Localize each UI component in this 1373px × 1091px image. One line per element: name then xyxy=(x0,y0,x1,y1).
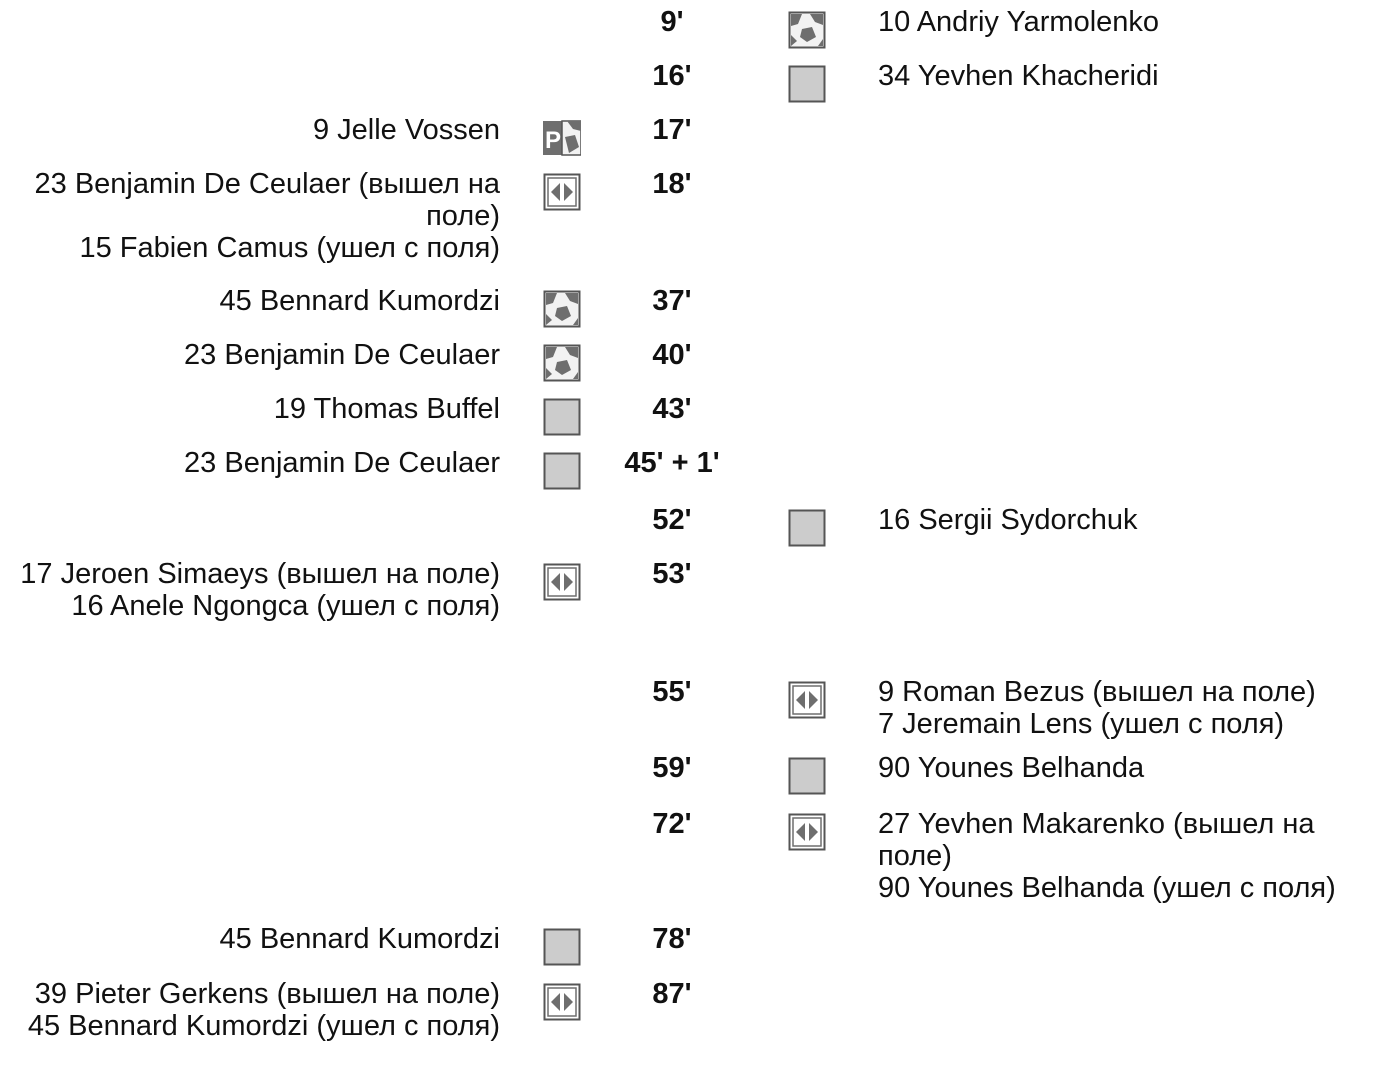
svg-text:P: P xyxy=(544,127,562,154)
penalty-goal-icon xyxy=(543,119,581,157)
home-player-text xyxy=(0,393,500,425)
away-player-text xyxy=(878,60,1368,92)
away-player-text xyxy=(878,808,1368,904)
player-line: 23 Benjamin De Ceulaer (вышел на поле) xyxy=(34,168,500,232)
event-minute: 43' xyxy=(652,393,692,425)
event-minute: 72' xyxy=(652,808,692,840)
event-minute: 78' xyxy=(652,923,692,955)
event-minute: 18' xyxy=(652,168,692,200)
card-icon xyxy=(788,65,826,103)
card-icon xyxy=(543,928,581,966)
away-player-text xyxy=(878,752,1368,784)
player-line: 19 Thomas Buffel xyxy=(273,393,500,425)
substitution-icon xyxy=(543,173,581,211)
event-minute: 40' xyxy=(652,339,692,371)
player-line: 39 Pieter Gerkens (вышел на поле) xyxy=(34,978,500,1010)
player-line: 17 Jeroen Simaeys (вышел на поле) xyxy=(20,558,500,590)
card-icon xyxy=(543,452,581,490)
event-minute: 52' xyxy=(652,504,692,536)
card-icon xyxy=(543,398,581,436)
player-line: 27 Yevhen Makarenko (вышел на поле) xyxy=(878,808,1315,872)
player-line: 7 Jeremain Lens (ушел с поля) xyxy=(878,708,1285,740)
player-line: 15 Fabien Camus (ушел с поля) xyxy=(79,232,500,264)
event-minute: 16' xyxy=(652,60,692,92)
player-line: 16 Anele Ngongca (ушел с поля) xyxy=(71,590,500,622)
away-player-text xyxy=(878,6,1368,38)
player-line: 45 Bennard Kumordzi xyxy=(219,285,500,317)
player-line: 34 Yevhen Khacheridi xyxy=(878,60,1159,92)
home-player-text xyxy=(0,114,500,146)
away-player-text xyxy=(878,676,1368,740)
home-player-text xyxy=(0,339,500,371)
goal-icon xyxy=(788,11,826,49)
event-minute: 53' xyxy=(652,558,692,590)
card-icon xyxy=(788,757,826,795)
card-icon xyxy=(788,509,826,547)
substitution-icon xyxy=(543,983,581,1021)
goal-icon xyxy=(543,290,581,328)
event-minute: 87' xyxy=(652,978,692,1010)
player-line: 23 Benjamin De Ceulaer xyxy=(184,447,500,479)
player-line: 9 Roman Bezus (вышел на поле) xyxy=(878,676,1316,708)
substitution-icon xyxy=(788,681,826,719)
player-line: 9 Jelle Vossen xyxy=(312,114,500,146)
event-minute: 17' xyxy=(652,114,692,146)
player-line: 45 Bennard Kumordzi (ушел с поля) xyxy=(27,1010,500,1042)
substitution-icon xyxy=(543,563,581,601)
home-player-text xyxy=(0,558,500,622)
away-player-text xyxy=(878,504,1368,536)
player-line: 23 Benjamin De Ceulaer xyxy=(184,339,500,371)
home-player-text xyxy=(0,923,500,955)
event-minute: 37' xyxy=(652,285,692,317)
player-line: 16 Sergii Sydorchuk xyxy=(878,504,1138,536)
player-line: 45 Bennard Kumordzi xyxy=(219,923,500,955)
player-line: 90 Younes Belhanda xyxy=(878,752,1145,784)
home-player-text xyxy=(0,168,500,264)
event-minute: 55' xyxy=(652,676,692,708)
substitution-icon xyxy=(788,813,826,851)
home-player-text xyxy=(0,285,500,317)
goal-icon xyxy=(543,344,581,382)
player-line: 10 Andriy Yarmolenko xyxy=(878,6,1160,38)
home-player-text xyxy=(0,978,500,1042)
event-minute: 9' xyxy=(660,6,684,38)
home-player-text xyxy=(0,447,500,479)
player-line: 90 Younes Belhanda (ушел с поля) xyxy=(878,872,1336,904)
event-minute: 45' + 1' xyxy=(624,447,720,479)
event-minute: 59' xyxy=(652,752,692,784)
